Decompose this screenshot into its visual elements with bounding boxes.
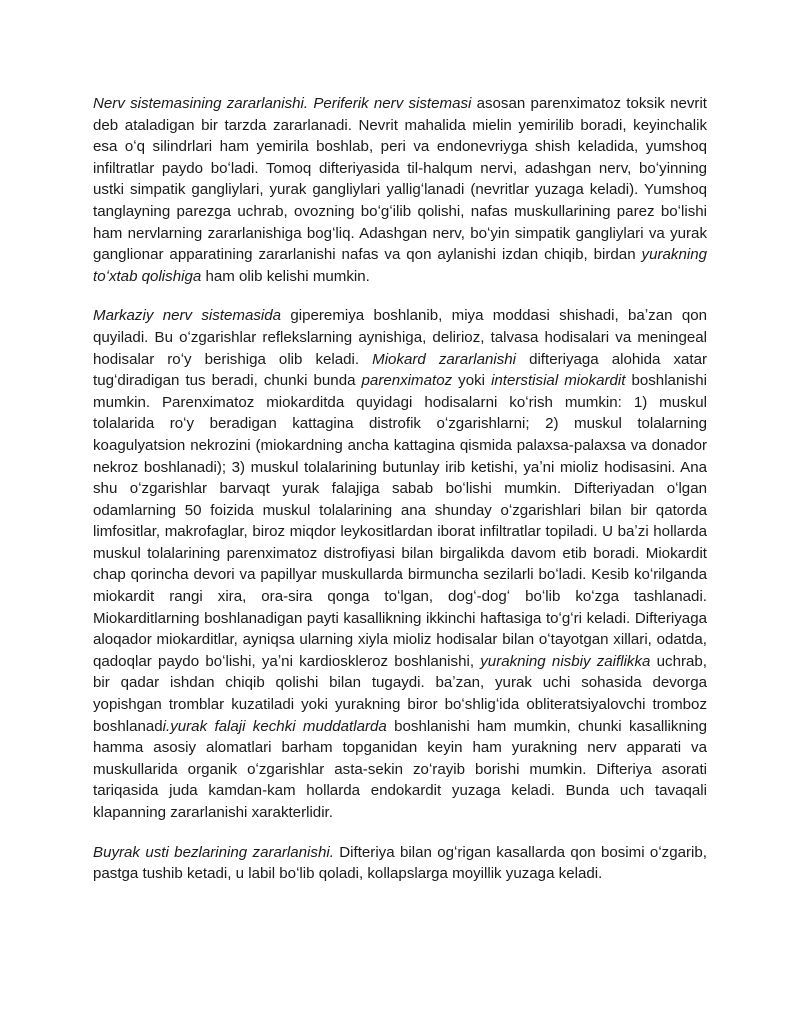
term-parenchymatous: parenximatoz — [361, 372, 453, 390]
paragraph-central-nervous-myocard — [93, 305, 707, 823]
term-cardiac-arrest: yurakning toʻxtab qolishiga — [93, 246, 707, 285]
term-peripheral-nervous-system: Periferik nerv sistemasi — [313, 95, 472, 112]
document-page — [93, 93, 707, 885]
text-segment: difteriyaga alohida xatar tugʻdiradigan tus beradi, chunki bunda — [93, 350, 708, 390]
text-segment: ham olib kelishi mumkin. — [201, 267, 370, 285]
text-segment: asosan parenximatoz toksik nevrit deb ataladigan bir tarzda zararlanadi. Nevrit mahalida mielin yemirilib boradi, keyinchalik esa oʻq silindrlari ham yemirila boshlab, peri va endonevriyga shish keladida, yumshoq infiltratlar paydo boʻladi. Tomoq difteriyasida til-halqum nervi, adashgan nerv, boʻyinning ustki simpatik gangliylari, yurak gangliylari yalligʻlanadi (nevritlar yuzaga keladi). Yumshoq tanglayning parezga uchrab, ovozning boʻgʻilib qolishi, nafas muskullarining parez boʻlishi ham nervlarning zararlanishiga bogʻliq. Adashgan nerv, boʻyin simpatik gangliylari va yurak ganglionar apparatining zararlanishi nafas va qon aylanishi izdan chiqib, birdan — [93, 95, 707, 264]
paragraph-adrenal-glands — [93, 842, 707, 885]
text-segment: giperemiya boshlanib, miya moddasi shishadi, baʼzan qon quyiladi. Bu oʻzgarishlar reflekslarning aynishiga, delirioz, talvasa hodisalari va meningeal hodisalar roʻy berishiga olib keladi. — [93, 307, 707, 368]
heading-adrenal-damage: Buyrak usti bezlarining zararlanishi. — [93, 843, 334, 861]
text-segment: uchrab, bir qadar ishdan chiqib qolishi bilan tugaydi. baʼzan, yurak uchi sohasida devorga yopishgan tromblar kuzatiladi yoki yurakning biror boʻshligʻida obliteratsiyalovchi tromboz boshlanad — [93, 652, 707, 735]
term-myocard-damage: Miokard zararlanishi — [372, 350, 517, 368]
term-late-heart-failure: i.yurak falaji kechki muddatlarda — [162, 717, 387, 735]
text-segment: boshlanishi mumkin. Parenximatoz miokarditda quyidagi hodisalarni koʻrish mumkin: 1) muskul tolalarida roʻy beradigan kattagina distrofik oʻzgarishlarni; 2) muskul tolalarning koagulyatsion nekrozini (miokardning ancha kattagina qismida palaxsa-palaxsa va donador nekroz boshlanadi); 3) muskul tolalarining butunlay irib ketishi, yaʼni mioliz hodisasini. Ana shu oʻzgarishlar barvaqt yurak falajiga sabab boʻlishi mumkin. Difteriyadan oʻlgan odamlarning 50 foizida muskul tolalarining ana shunday oʻzgarishlari bilan bir qatorda limfositlar, makrofaglar, biroz miqdor leykositlardan iborat infiltratlar topiladi. U baʼzi hollarda muskul tolalarining parenximatoz distrofiyasi bilan birgalikda davom etib boradi. Miokardit chap qorincha devori va papillyar muskullarda birmuncha sezilarli boʻladi. Kesib koʻrilganda miokardit rangi xira, ora-sira qonga toʻlgan, dogʻ-dogʻ boʻlib koʻzga tashlanadi. Miokarditlarning boshlanadigan payti kasallikning ikkinchi haftasiga toʻgʻri keladi. Difteriyaga aloqador miokarditlar, ayniqsa ularning xiyla mioliz hodisalar bilan oʻtayotgan xillari, odatda, qadoqlar paydo boʻlishi, yaʼni kardioskleroz boshlanishi, — [93, 372, 707, 670]
term-relative-weakness: yurakning nisbiy zaiflikka — [480, 652, 651, 670]
text-segment: yoki — [452, 372, 492, 390]
term-central-nervous-system: Markaziy nerv sistemasida — [93, 307, 282, 325]
heading-nerve-damage: Nerv sistemasining zararlanishi. — [93, 95, 309, 112]
term-interstitial-myocarditis: interstisial miokardit — [491, 372, 626, 390]
paragraph-nerve-system — [93, 93, 707, 287]
text-segment: Difteriya bilan ogʻrigan kasallarda qon bosimi oʻzgarib, pastga tushib ketadi, u labil boʻlib qoladi, kollapslarga moyillik yuzaga keladi. — [93, 843, 707, 883]
text-segment: boshlanishi ham mumkin, chunki kasallikning hamma asosiy alomatlari barham topganidan keyin ham yurakning nerv apparati va muskullarida organik oʻzgarishlar asta-sekin zoʻrayib borishi mumkin. Difteriya asorati tariqasida juda kamdan-kam hollarda endokardit yuzaga keladi. Bunda uch tavaqali klapanning zararlanishi xarakterlidir. — [93, 717, 707, 821]
